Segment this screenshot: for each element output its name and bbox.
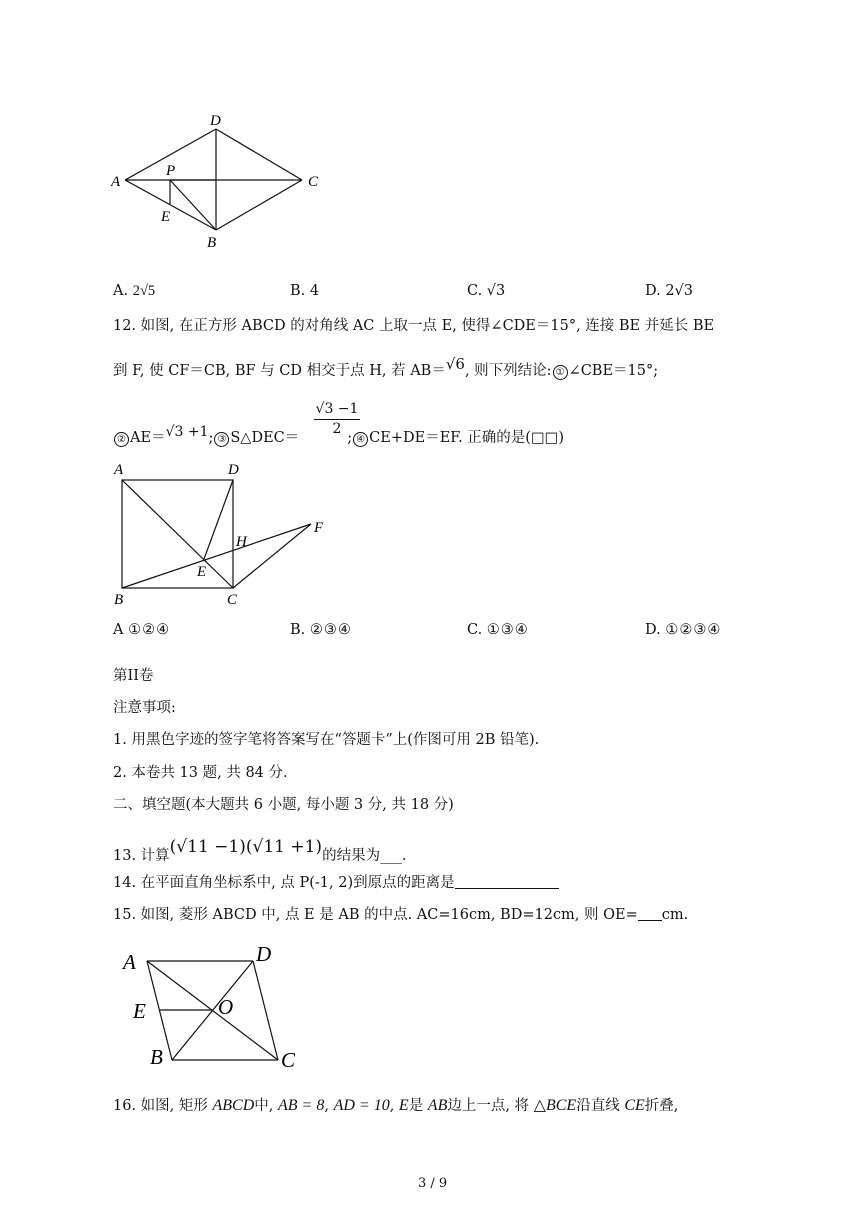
q13-expr1: (√11 −1): [169, 837, 246, 857]
q13-expr2: (√11 +1): [245, 837, 323, 857]
sqrt-3-plus-1: √3 +1: [165, 424, 209, 440]
label-C: C: [281, 1048, 296, 1072]
notice-item-1: 1. 用黑色字迹的签字笔将答案写在“答题卡”上(作图可用 2B 铅笔).: [113, 732, 540, 748]
label-D: D: [256, 942, 272, 966]
sqrt-6: √6: [445, 355, 465, 373]
q11-figure: [108, 108, 328, 251]
q12-figure: [108, 460, 338, 610]
q11-option-b: B. 4: [290, 283, 320, 299]
q14-answer-blank[interactable]: [455, 874, 559, 889]
q12-line1: 12. 如图, 在正方形 ABCD 的对角线 AC 上取一点 E, 使得∠CDE＝15°, 连接 BE 并延长 BE: [113, 318, 715, 334]
notice-heading: 注意事项:: [113, 700, 176, 716]
section-heading: 二、填空题(本大题共 6 小题, 每小题 3 分, 共 18 分): [113, 797, 454, 813]
q15-figure: [118, 940, 318, 1080]
q16: 16. 如图, 矩形 ABCD中, AB = 8, AD = 10, E是 AB边上一点, 将 △BCE沿直线 CE折叠,: [113, 1097, 679, 1114]
label-A: A: [114, 462, 124, 478]
label-A: A: [111, 174, 121, 190]
q15: 15. 如图, 菱形 ABCD 中, 点 E 是 AB 的中点. AC=16cm, BD=12cm, 则 OE= cm.: [113, 907, 689, 923]
q12-line3: ② AE＝√3 +1; ③ S△DEC＝ ; ④ CE+DE＝EF. 正确的是(□□): [113, 429, 564, 447]
label-D: D: [228, 462, 239, 478]
label-F: F: [314, 520, 324, 536]
part2-title: 第II卷: [113, 668, 154, 684]
q11-option-a: A. 2√5: [113, 283, 156, 299]
q12-option-a: A ①②④: [113, 622, 171, 638]
q11-option-d: D. 2√3: [645, 283, 694, 299]
q12-line2: 到 F, 使 CF＝CB, BF 与 CD 相交于点 H, 若 AB＝√6, 则下列结论: ① ∠CBE＝15°;: [113, 355, 659, 379]
label-D: D: [210, 113, 221, 129]
q12-option-d: D. ①②③④: [645, 622, 722, 638]
label-E: E: [161, 209, 171, 225]
q14: 14. 在平面直角坐标系中, 点 P(-1, 2)到原点的距离是: [113, 874, 559, 892]
q11-option-c: C. √3: [467, 283, 506, 299]
label-E: E: [133, 999, 146, 1023]
label-C: C: [308, 174, 319, 190]
label-P: P: [166, 163, 176, 179]
label-O: O: [218, 995, 234, 1019]
q12-fraction: √3 −1 2: [315, 401, 359, 437]
label-H: H: [236, 534, 247, 550]
label-E: E: [197, 564, 207, 580]
label-A: A: [123, 950, 136, 974]
label-B: B: [114, 592, 124, 608]
label-B: B: [150, 1045, 163, 1069]
notice-item-2: 2. 本卷共 13 题, 共 84 分.: [113, 765, 288, 781]
q15-answer-blank[interactable]: [638, 906, 662, 921]
q12-option-c: C. ①③④: [467, 622, 529, 638]
label-C: C: [227, 592, 238, 608]
q13: 13. 计算(√11 −1)(√11 +1)的结果为___.: [113, 837, 407, 864]
label-B: B: [207, 235, 217, 251]
page-number: 3 / 9: [418, 1176, 448, 1191]
q12-option-b: B. ②③④: [290, 622, 352, 638]
